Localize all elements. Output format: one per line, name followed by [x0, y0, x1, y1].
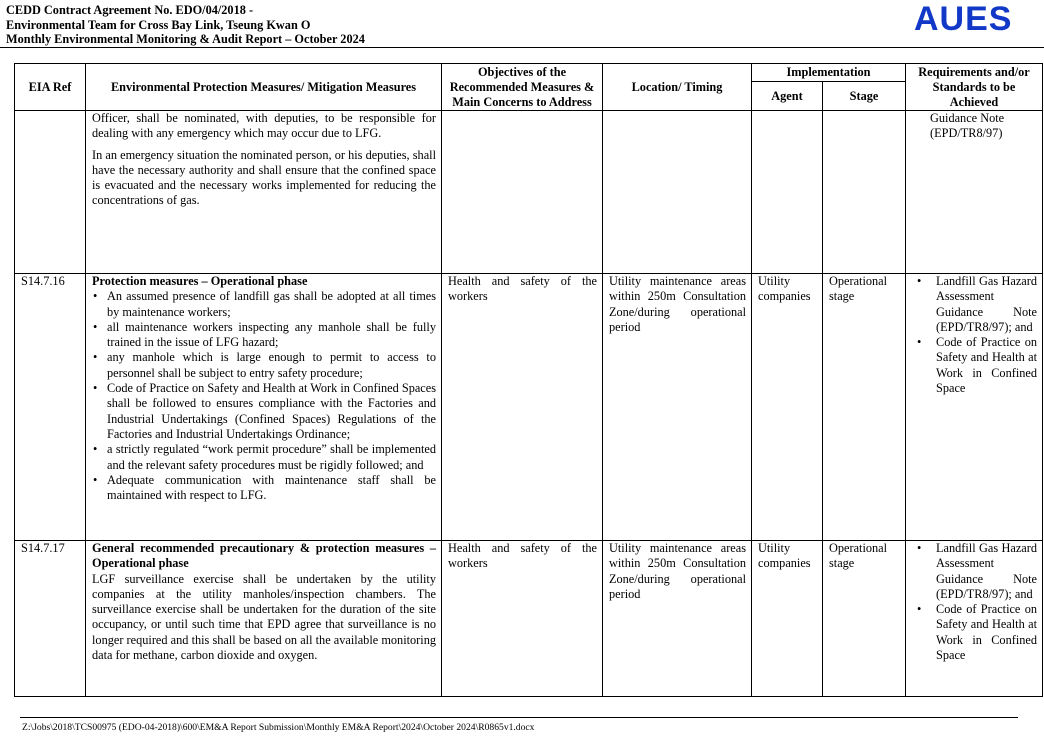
col-header-stage: Stage: [823, 82, 906, 111]
mitigation-measures-table: [14, 63, 1043, 697]
requirements-list: [912, 541, 1037, 663]
measures-cell: [86, 541, 442, 697]
footer-file-path: Z:\Jobs\2018\TCS00975 (EDO-04-2018)\600\EM&A Report Submission\Monthly EM&A Report\2024\October 2024\R0865v1.docx: [22, 722, 535, 733]
requirement-item: • Landfill Gas Hazard Assessment Guidance Note (EPD/TR8/97); and: [912, 541, 1037, 602]
location-cell: Utility maintenance areas within 250m Consultation Zone/during operational period: [603, 274, 752, 541]
agent-cell: Utility companies: [752, 541, 823, 697]
measure-bullet: • Code of Practice on Safety and Health at Work in Confined Spaces shall be followed to ensures compliance with the Factories and Industrial Undertakings (Confined Spaces) Regulations of the Factories and Industrial Undertakings Ordinance;: [92, 381, 436, 442]
measure-bullet: • any manhole which is large enough to permit to access to personnel shall be subject to entry safety procedure;: [92, 350, 436, 381]
col-header-measures: Environmental Protection Measures/ Mitigation Measures: [86, 64, 442, 111]
measure-text: Officer, shall be nominated, with deputies, to be responsible for dealing with any emergency which may occur due to LFG.: [92, 111, 436, 141]
header-report-line: Monthly Environmental Monitoring & Audit Report – October 2024: [6, 32, 365, 46]
requirement-text: Guidance Note (EPD/TR8/97): [930, 111, 1005, 141]
measure-title: Protection measures – Operational phase: [92, 274, 308, 288]
objectives-cell: [442, 111, 603, 274]
location-cell: [603, 111, 752, 274]
objectives-cell: Health and safety of the workers: [442, 541, 603, 697]
measure-text: In an emergency situation the nominated person, or his deputies, shall have the necessary authority and shall ensure that the confined space is evacuated and the necessary works implemented for reducing the concentrations of gas.: [92, 147, 436, 208]
header-divider: [0, 47, 1044, 48]
eia-ref-cell: S14.7.16: [15, 274, 86, 541]
requirement-item: • Code of Practice on Safety and Health at Work in Confined Space: [912, 335, 1037, 396]
measure-bullet: • all maintenance workers inspecting any manhole shall be fully trained in the issue of LFG hazard;: [92, 320, 436, 351]
col-header-eia-ref: EIA Ref: [15, 64, 86, 111]
requirements-list: [912, 274, 1037, 396]
table-row: [15, 274, 1043, 541]
col-header-objectives: Objectives of the Recommended Measures & Main Concerns to Address: [442, 64, 603, 111]
eia-ref-cell: S14.7.17: [15, 541, 86, 697]
requirements-cell: [906, 541, 1043, 697]
requirement-item: • Code of Practice on Safety and Health at Work in Confined Space: [912, 602, 1037, 663]
location-cell: Utility maintenance areas within 250m Consultation Zone/during operational period: [603, 541, 752, 697]
measure-title: General recommended precautionary & protection measures – Operational phase: [92, 541, 436, 571]
agent-cell: Utility companies: [752, 274, 823, 541]
table-row: [15, 111, 1043, 274]
measure-bullet: • Adequate communication with maintenance staff shall be maintained with respect to LFG.: [92, 473, 436, 504]
requirement-item: • Landfill Gas Hazard Assessment Guidance Note (EPD/TR8/97); and: [912, 274, 1037, 335]
col-header-agent: Agent: [752, 82, 823, 111]
eia-ref-cell: [15, 111, 86, 274]
col-header-location: Location/ Timing: [603, 64, 752, 111]
table-row: [15, 541, 1043, 697]
measures-cell: [86, 111, 442, 274]
col-header-implementation: Implementation: [752, 64, 906, 82]
measure-bullet: • a strictly regulated “work permit procedure” shall be implemented and the relevant safety procedures must be rigidly followed; and: [92, 442, 436, 473]
col-header-requirements: Requirements and/or Standards to be Achieved: [906, 64, 1043, 111]
stage-cell: [823, 111, 906, 274]
measures-cell: [86, 274, 442, 541]
stage-cell: Operational stage: [823, 541, 906, 697]
header-contract-line: CEDD Contract Agreement No. EDO/04/2018 -: [6, 3, 254, 17]
header-team-line: Environmental Team for Cross Bay Link, Tseung Kwan O: [6, 17, 311, 32]
report-header: [6, 3, 365, 47]
aues-logo: AUES: [914, 0, 1013, 38]
agent-cell: [752, 111, 823, 274]
requirements-cell: [906, 111, 1043, 274]
footer-divider: [20, 717, 1018, 718]
measure-bullet: • An assumed presence of landfill gas shall be adopted at all times by maintenance workers;: [92, 289, 436, 320]
objectives-cell: Health and safety of the workers: [442, 274, 603, 541]
measure-bullet-list: [92, 289, 436, 503]
requirements-cell: [906, 274, 1043, 541]
stage-cell: Operational stage: [823, 274, 906, 541]
measure-text: LGF surveillance exercise shall be undertaken by the utility companies at the utility manholes/inspection chambers. The surveillance exercise shall be undertaken for the duration of the site occupancy, or until such time that EPD agree that surveillance is no longer required and this shall be based on all the available monitoring data for methane, carbon dioxide and oxygen.: [92, 571, 436, 663]
